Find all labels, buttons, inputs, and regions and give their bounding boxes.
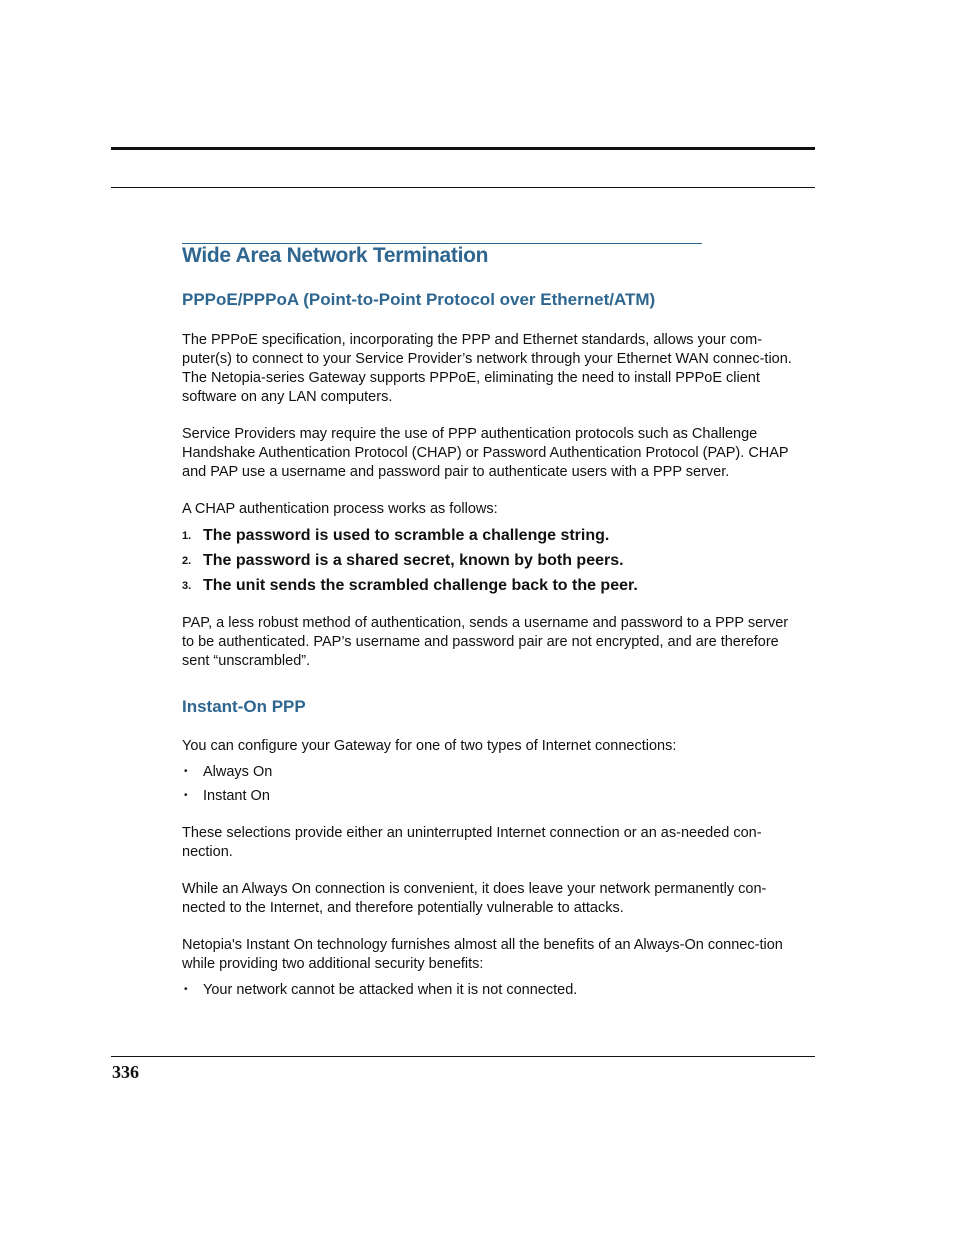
step-text: The unit sends the scrambled challenge back to the peer.: [203, 577, 638, 594]
page-content: [182, 243, 804, 1002]
benefits-list: [182, 978, 804, 1002]
paragraph-always-on: While an Always On connection is convenient, it does leave your network permanently con-nected to the Internet, and therefore potentially vulnerable to attacks.: [182, 881, 767, 916]
list-item: [182, 548, 804, 573]
list-item: [182, 523, 804, 548]
footer-rule: [111, 1056, 815, 1057]
paragraph-auth-protocols: Service Providers may require the use of PPP authentication protocols such as Challenge Handshake Authentication Protocol (CHAP) or Password Authentication Protocol (PAP). CHAP and PAP use a username and password pair to authenticate users with a PPP server.: [182, 426, 789, 480]
list-item: [182, 978, 804, 1002]
paragraph-instant-on-benefits: Netopia's Instant On technology furnishes almost all the benefits of an Always-On connec-tion while providing two additional security benefits:: [182, 937, 783, 972]
paragraph-pap: PAP, a less robust method of authentication, sends a username and password to a PPP server to be authenticated. PAP’s username and password pair are not encrypted, and are therefore sent “unscrambled”.: [182, 615, 789, 669]
option-text: Always On: [203, 764, 273, 780]
step-number: 2.: [182, 555, 192, 567]
bullet-icon: •: [184, 766, 188, 777]
bullet-icon: •: [184, 984, 188, 995]
bullet-icon: •: [184, 790, 188, 801]
step-text: The password is a shared secret, known by both peers.: [203, 552, 624, 569]
list-item: [182, 784, 804, 808]
paragraph-selections: These selections provide either an uninterrupted Internet connection or an as-needed con-nection.: [182, 825, 762, 860]
section-title: Wide Area Network Termination: [182, 244, 489, 267]
step-number: 3.: [182, 580, 192, 592]
step-number: 1.: [182, 530, 192, 542]
chap-steps-list: [182, 523, 804, 598]
page-number: 336: [112, 1062, 139, 1082]
connection-options-list: [182, 760, 804, 808]
paragraph-chap-intro: A CHAP authentication process works as follows:: [182, 501, 498, 517]
header-rule-thin: [111, 187, 815, 188]
list-item: [182, 573, 804, 598]
header-rule-thick: [111, 147, 815, 150]
list-item: [182, 760, 804, 784]
paragraph-pppoe-intro: The PPPoE specification, incorporating the PPP and Ethernet standards, allows your com-puter(s) to connect to your Service Provider’s network through your Ethernet WAN connec-tion. The Netopia-series Gateway supports PPPoE, eliminating the need to install PPPoE client software on any LAN computers.: [182, 332, 792, 405]
option-text: Instant On: [203, 788, 270, 804]
step-text: The password is used to scramble a challenge string.: [203, 527, 610, 544]
subsection-title-pppoe: PPPoE/PPPoA (Point-to-Point Protocol over Ethernet/ATM): [182, 290, 656, 309]
benefit-text: Your network cannot be attacked when it is not connected.: [203, 982, 578, 998]
subsection-title-instant-on: Instant-On PPP: [182, 697, 306, 716]
paragraph-connection-types: You can configure your Gateway for one of two types of Internet connections:: [182, 738, 677, 754]
